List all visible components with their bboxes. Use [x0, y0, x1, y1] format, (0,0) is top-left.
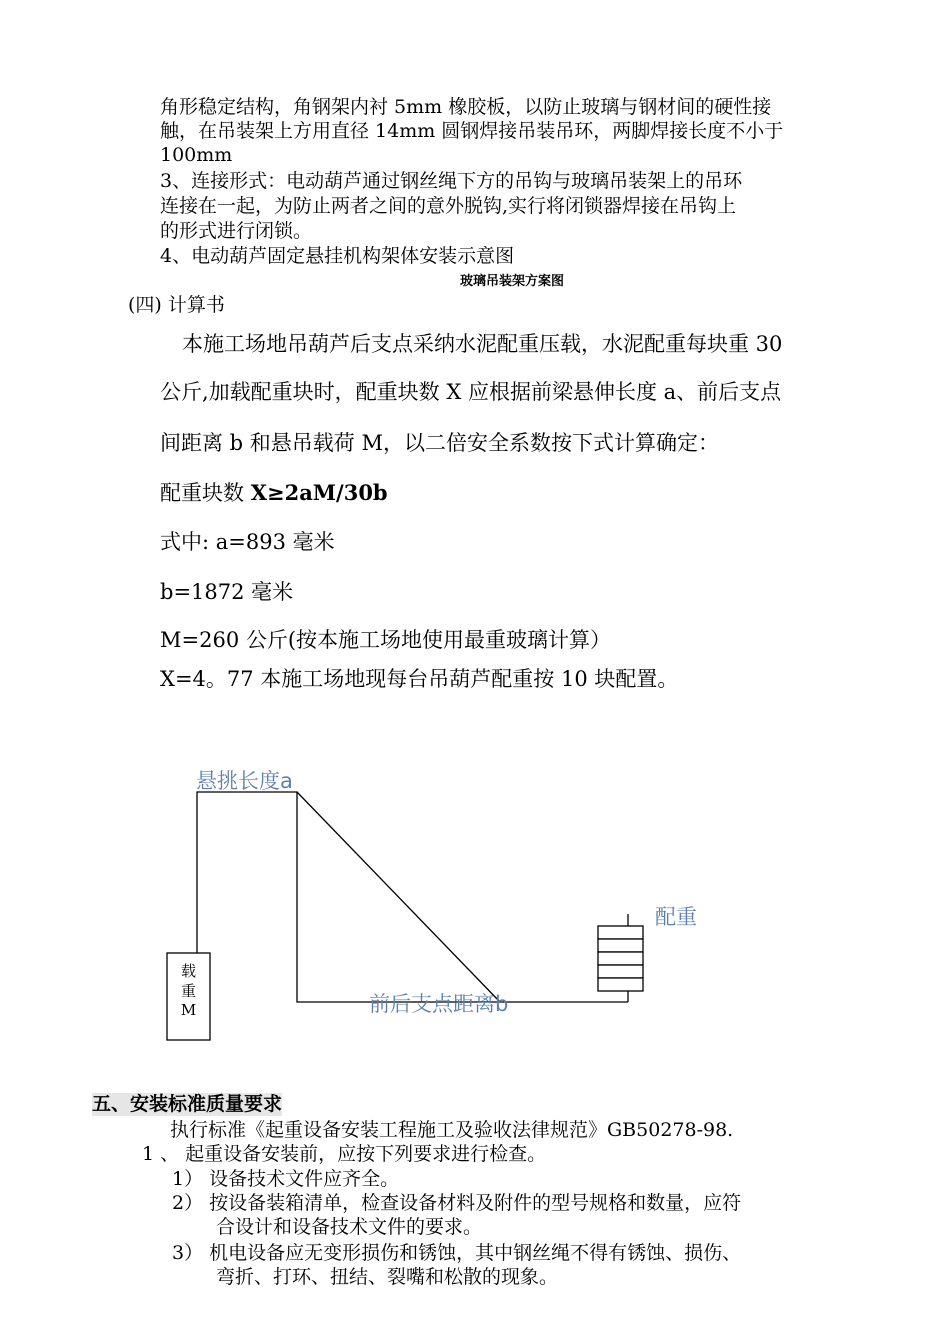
formula-prefix: 配重块数	[160, 481, 251, 505]
label-counterweight: 配重	[655, 905, 697, 929]
para2-line2: 连接在一起，为防止两者之间的意外脱钩,实行将闭锁器焊接在吊钩上	[160, 195, 737, 217]
section5-sub2-line1: 2） 按设备装箱清单，检查设备材料及附件的型号规格和数量，应符	[172, 1192, 742, 1214]
section4-title: (四) 计算书	[128, 294, 225, 316]
section5-item1: 1 、 起重设备安装前，应按下列要求进行检查。	[142, 1143, 547, 1165]
para2-line1: 3、连接形式：电动葫芦通过钢丝绳下方的吊钩与玻璃吊装架上的吊环	[160, 170, 743, 192]
section5-sub1: 1） 设备技术文件应齐全。	[172, 1168, 400, 1190]
para1-line1: 角形稳定结构，角钢架内衬 5mm 橡胶板，以防止玻璃与钢材间的硬性接	[160, 96, 772, 118]
counterweight-block	[598, 978, 643, 991]
counterweight-block	[598, 952, 643, 965]
calc-line2: 公斤,加载配重块时，配重块数 X 应根据前梁悬伸长度 a、前后支点	[160, 380, 782, 404]
section5-standard: 执行标准《起重设备安装工程施工及验收法律规范》GB50278-98.	[170, 1119, 734, 1141]
counterweight-block	[598, 926, 643, 939]
label-cantilever-length: 悬挑长度a	[196, 769, 293, 793]
load-char-2: 重	[180, 982, 197, 1000]
label-support-distance: 前后支点距离b	[369, 992, 509, 1016]
calc-m-line: M=260 公斤(按本施工场地使用最重玻璃计算）	[160, 628, 612, 652]
calc-a-line: 式中: a=893 毫米	[160, 530, 335, 554]
calc-b-line: b=1872 毫米	[160, 580, 294, 604]
section5-title: 五、安装标准质量要求	[92, 1093, 283, 1115]
counterweight-block	[598, 965, 643, 978]
diagonal-brace	[297, 792, 500, 1002]
item4-text: 4、电动葫芦固定悬挂机构架体安装示意图	[160, 245, 515, 267]
figure-caption: 玻璃吊装架方案图	[460, 274, 565, 289]
section5-sub2-line2: 合设计和设备技术文件的要求。	[216, 1216, 483, 1238]
section5-sub3-line1: 3） 机电设备应无变形损伤和锈蚀，其中钢丝绳不得有锈蚀、损伤、	[172, 1242, 742, 1264]
load-char-1: 载	[180, 962, 197, 980]
counterweight-stack	[598, 926, 643, 991]
cantilever-frame	[197, 792, 598, 1002]
counterweight-block	[598, 939, 643, 952]
calc-line1: 本施工场地吊葫芦后支点采纳水泥配重压载，水泥配重每块重 30	[182, 332, 783, 356]
para1-line3: 100mm	[160, 144, 233, 166]
load-char-3: M	[180, 1001, 197, 1019]
para2-line3: 的形式进行闭锁。	[160, 220, 313, 242]
calc-x-line: X=4。77 本施工场地现每台吊葫芦配重按 10 块配置。	[160, 667, 679, 691]
calc-line3: 间距离 b 和悬吊载荷 M，以二倍安全系数按下式计算确定：	[160, 431, 719, 455]
para1-line2: 触，在吊装架上方用直径 14mm 圆钢焊接吊装吊环，两脚焊接长度不小于	[160, 120, 784, 142]
section5-sub3-line2: 弯折、打环、扭结、裂嘴和松散的现象。	[216, 1266, 559, 1288]
formula: X≥2aM/30b	[250, 480, 388, 505]
